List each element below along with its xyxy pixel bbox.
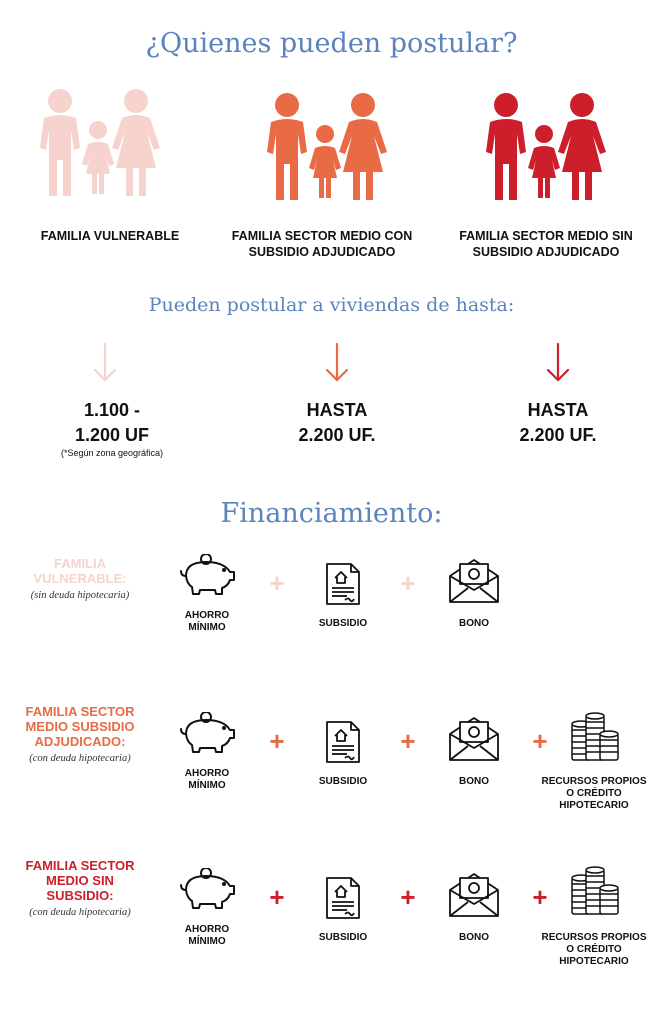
ahorro-line: MÍNIMO (188, 622, 226, 633)
plus-sign: + (532, 726, 548, 756)
bono-label: BONO (459, 932, 489, 943)
row-name: FAMILIA SECTOR (25, 704, 135, 719)
ahorro-line: AHORRO (184, 768, 230, 779)
row-note: (con deuda hipotecaria) (29, 753, 131, 764)
family-medio-con-subsidio-icon (255, 92, 395, 202)
bono-envelope-icon (446, 714, 502, 762)
recursos-label (539, 776, 649, 812)
financing-row-medio-sin (10, 858, 150, 918)
page-title: ¿Quienes pueden postular? (145, 28, 518, 59)
financing-row-vulnerable (10, 556, 150, 601)
family-vulnerable-icon (28, 88, 168, 198)
price-line: 1.200 UF (74, 425, 150, 445)
family-label-medio-sin: FAMILIA SECTOR MEDIO SIN SUBSIDIO ADJUDICADO (459, 229, 633, 259)
plus-sign: + (269, 568, 285, 598)
row-name: FAMILIA (54, 556, 106, 571)
recursos-line: O CRÉDITO (566, 944, 622, 955)
piggy-bank-icon (178, 554, 238, 598)
arrow-down-icon (545, 342, 571, 384)
coins-stack-icon (566, 712, 622, 764)
price-line: 2.200 UF. (519, 425, 597, 445)
plus-sign: + (400, 726, 416, 756)
housing-item-medio-con (237, 398, 437, 448)
arrow-down-icon (324, 342, 350, 384)
plus-sign: + (400, 568, 416, 598)
family-medio-sin-subsidio-icon (474, 92, 614, 202)
piggy-bank-icon (178, 712, 238, 756)
arrow-down-icon (92, 342, 118, 384)
bono-envelope-icon (446, 556, 502, 604)
row-name: VULNERABLE: (33, 571, 127, 586)
price-line: HASTA (306, 400, 368, 420)
ahorro-label (152, 768, 262, 792)
subsidio-label: SUBSIDIO (318, 932, 368, 943)
plus-sign: + (400, 882, 416, 912)
row-name: SUBSIDIO: (46, 888, 114, 903)
row-name: MEDIO SIN (46, 873, 114, 888)
piggy-bank-icon (178, 868, 238, 912)
ahorro-line: MÍNIMO (188, 780, 226, 791)
price-line: HASTA (527, 400, 589, 420)
family-label-medio-con: FAMILIA SECTOR MEDIO CON SUBSIDIO ADJUDICADO (231, 229, 413, 259)
subsidio-label: SUBSIDIO (318, 776, 368, 787)
housing-item-vulnerable (12, 398, 212, 458)
ahorro-line: AHORRO (184, 924, 230, 935)
financing-row-medio-con (10, 704, 150, 764)
recursos-line: RECURSOS PROPIOS (541, 776, 647, 787)
bono-label: BONO (459, 776, 489, 787)
recursos-line: HIPOTECARIO (559, 800, 629, 811)
recursos-line: O CRÉDITO (566, 788, 622, 799)
row-name: FAMILIA SECTOR (25, 858, 135, 873)
bono-envelope-icon (446, 870, 502, 918)
recursos-line: HIPOTECARIO (559, 956, 629, 967)
ahorro-line: AHORRO (184, 610, 230, 621)
subsidy-document-icon (323, 560, 363, 608)
plus-sign: + (269, 882, 285, 912)
coins-stack-icon (566, 866, 622, 918)
recursos-line: RECURSOS PROPIOS (541, 932, 647, 943)
bono-label: BONO (459, 618, 489, 629)
ahorro-line: MÍNIMO (188, 936, 226, 947)
family-label-vulnerable: FAMILIA VULNERABLE (40, 229, 180, 243)
housing-subtitle: Pueden postular a viviendas de hasta: (148, 294, 515, 316)
ahorro-label (152, 924, 262, 948)
row-name: MEDIO SUBSIDIO (25, 719, 135, 734)
subsidy-document-icon (323, 874, 363, 922)
recursos-label (539, 932, 649, 968)
plus-sign: + (269, 726, 285, 756)
price-line: 2.200 UF. (298, 425, 376, 445)
row-name: ADJUDICADO: (34, 734, 126, 749)
plus-sign: + (532, 882, 548, 912)
price-note: (*Según zona geográfica) (60, 448, 164, 458)
ahorro-label (152, 610, 262, 634)
row-note: (sin deuda hipotecaria) (30, 590, 130, 601)
price-line: 1.100 - (83, 400, 141, 420)
financing-title: Financiamiento: (220, 498, 443, 529)
subsidy-document-icon (323, 718, 363, 766)
subsidio-label: SUBSIDIO (318, 618, 368, 629)
row-note: (con deuda hipotecaria) (29, 907, 131, 918)
housing-item-medio-sin (458, 398, 658, 448)
